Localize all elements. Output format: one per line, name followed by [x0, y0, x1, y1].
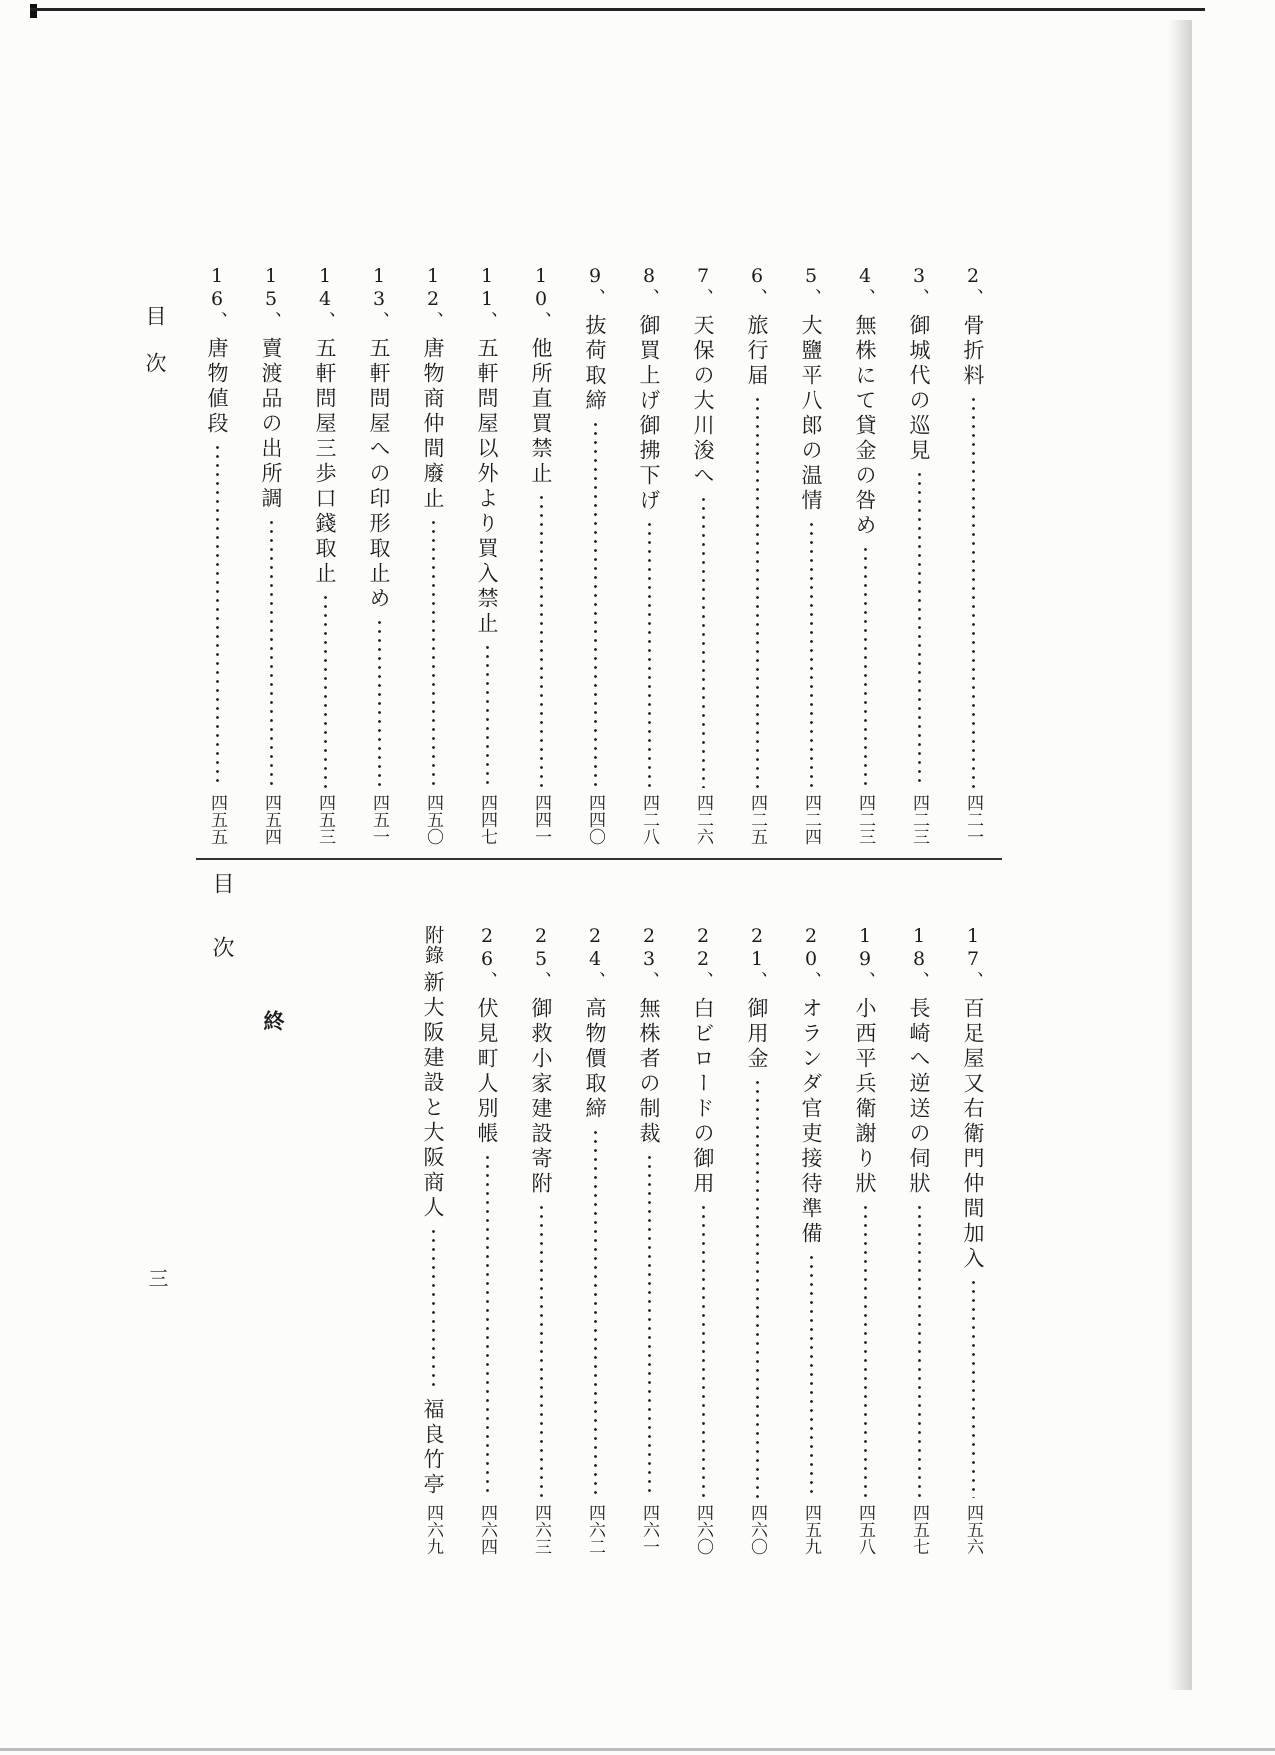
dot-leader — [270, 518, 273, 788]
scan-bottom-edge — [0, 1748, 1275, 1751]
entry-title: 賣渡品の出所調 — [259, 337, 283, 512]
entry-number: 25、 — [530, 925, 552, 991]
entry-number: 9、 — [584, 265, 606, 308]
entry-number: 17、 — [962, 925, 984, 991]
dot-leader — [540, 1203, 543, 1498]
page-folio: 三 — [145, 1268, 169, 1288]
toc-entry — [364, 265, 394, 845]
entry-number: 12、 — [422, 265, 444, 331]
toc-entry — [688, 925, 718, 1555]
dot-leader — [972, 1278, 975, 1498]
entry-page-number: 四四七 — [477, 794, 497, 845]
entry-title: 無株者の制裁 — [637, 997, 661, 1147]
entry-number: 6、 — [746, 265, 768, 308]
entry-page-number: 四二三 — [855, 794, 875, 845]
dot-leader — [756, 395, 759, 788]
entry-page-number: 四五一 — [369, 794, 389, 845]
toc-entry — [904, 265, 934, 845]
entry-page-number: 四五四 — [261, 794, 281, 845]
entry-number: 22、 — [692, 925, 714, 991]
scan-binding-shadow — [1168, 20, 1192, 1690]
entry-title: 伏見町人別帳 — [475, 997, 499, 1147]
entry-number: 4、 — [854, 265, 876, 308]
entry-number: 26、 — [476, 925, 498, 991]
entry-title: 百足屋又右衛門仲間加入 — [961, 997, 985, 1272]
entry-author: 福良竹亭 — [421, 1398, 445, 1498]
entry-title: 御救小家建設寄附 — [529, 997, 553, 1197]
toc-entry — [526, 925, 556, 1555]
dot-leader — [216, 443, 219, 788]
entry-number: 10、 — [530, 265, 552, 331]
entry-page-number: 四六二 — [585, 1504, 605, 1555]
entry-title: 長崎へ逆送の伺狀 — [907, 997, 931, 1197]
dot-leader — [648, 520, 651, 788]
toc-entry — [742, 265, 772, 845]
entry-number: 5、 — [800, 265, 822, 308]
entry-page-number: 四五六 — [963, 1504, 983, 1555]
dot-leader — [324, 593, 327, 788]
entry-number: 18、 — [908, 925, 930, 991]
entry-page-number: 四二五 — [747, 794, 767, 845]
entry-page-number: 四四一 — [531, 794, 551, 845]
entry-page-number: 四六九 — [423, 1504, 443, 1555]
scan-top-edge — [30, 8, 1205, 11]
entry-page-number: 四六〇 — [747, 1504, 767, 1555]
dot-leader — [594, 420, 597, 788]
toc-entry — [850, 925, 880, 1555]
dot-leader — [756, 1078, 759, 1498]
toc-entry — [418, 265, 448, 845]
entry-page-number: 四二八 — [639, 794, 659, 845]
entry-title: 御城代の巡見 — [907, 314, 931, 464]
entry-page-number: 四二四 — [801, 794, 821, 845]
toc-entry — [796, 925, 826, 1555]
entry-title: 旅行届 — [745, 314, 769, 389]
toc-entry — [796, 265, 826, 845]
entry-page-number: 四六一 — [639, 1504, 659, 1555]
end-mark-suffix: 終 — [261, 1010, 286, 1031]
entry-number: 21、 — [746, 925, 768, 991]
entry-page-number: 四五九 — [801, 1504, 821, 1555]
entry-number: 20、 — [800, 925, 822, 991]
entry-title: 御買上げ御拂下げ — [637, 314, 661, 514]
toc-entry — [850, 265, 880, 845]
toc-entry — [958, 265, 988, 845]
entry-number: 23、 — [638, 925, 660, 991]
toc-top-section — [200, 265, 1020, 845]
toc-bottom-section — [200, 925, 1020, 1555]
entry-number: 13、 — [368, 265, 390, 331]
running-head: 目次 — [143, 305, 167, 399]
entry-title: 五軒問屋への印形取止め — [367, 337, 391, 612]
entry-page-number: 四五五 — [207, 794, 227, 845]
dot-leader — [432, 1227, 435, 1392]
dot-leader — [378, 618, 381, 788]
entry-number: 11、 — [476, 265, 498, 331]
dot-leader — [864, 545, 867, 788]
toc-entry — [904, 925, 934, 1555]
entry-page-number: 四二三 — [909, 794, 929, 845]
entry-number: 16、 — [206, 265, 228, 331]
toc-entry — [580, 265, 610, 845]
dot-leader — [486, 1153, 489, 1498]
entry-page-number: 四五八 — [855, 1504, 875, 1555]
dot-leader — [918, 470, 921, 788]
entry-title: 白ビロードの御用 — [691, 997, 715, 1197]
entry-page-number: 四五七 — [909, 1504, 929, 1555]
toc-entry — [634, 265, 664, 845]
entry-number: 14、 — [314, 265, 336, 331]
end-mark-label: 目次 — [209, 872, 234, 1000]
entry-page-number: 四五三 — [315, 794, 335, 845]
dot-leader — [648, 1153, 651, 1498]
entry-title: 御用金 — [745, 997, 769, 1072]
entry-number: 3、 — [908, 265, 930, 308]
toc-entry — [688, 265, 718, 845]
toc-entry — [958, 925, 988, 1555]
entry-title: 唐物値段 — [205, 337, 229, 437]
toc-entry — [634, 925, 664, 1555]
dot-leader — [972, 395, 975, 788]
entry-number: 2、 — [962, 265, 984, 308]
dot-leader — [702, 495, 705, 788]
toc-entry — [742, 925, 772, 1555]
entry-title: 新大阪建設と大阪商人 — [421, 971, 445, 1221]
entry-page-number: 四六〇 — [693, 1504, 713, 1555]
toc-entry — [310, 265, 340, 845]
entry-title: 高物價取締 — [583, 997, 607, 1122]
dot-leader — [810, 1253, 813, 1498]
entry-title: 小西平兵衛謝り狀 — [853, 997, 877, 1197]
entry-page-number: 四六四 — [477, 1504, 497, 1555]
entry-title: 抜荷取締 — [583, 314, 607, 414]
dot-leader — [918, 1203, 921, 1498]
dot-leader — [864, 1203, 867, 1498]
entry-title: 他所直買禁止 — [529, 337, 553, 487]
entry-title: 五軒問屋以外より買入禁止 — [475, 337, 499, 637]
toc-entry — [526, 265, 556, 845]
entry-number: 7、 — [692, 265, 714, 308]
entry-number: 附錄 — [422, 925, 444, 965]
toc-entry — [202, 265, 232, 845]
entry-title: 無株にて貸金の咎め — [853, 314, 877, 539]
dot-leader — [540, 493, 543, 788]
entry-number: 15、 — [260, 265, 282, 331]
entry-page-number: 四二六 — [693, 794, 713, 845]
toc-entry-appendix — [418, 925, 448, 1555]
entry-page-number: 四五〇 — [423, 794, 443, 845]
entry-number: 24、 — [584, 925, 606, 991]
dot-leader — [702, 1203, 705, 1498]
dot-leader — [432, 518, 435, 788]
toc-entry — [472, 265, 502, 845]
entry-page-number: 四二一 — [963, 794, 983, 845]
dot-leader — [810, 520, 813, 788]
entry-title: 大鹽平八郎の温情 — [799, 314, 823, 514]
entry-title: オランダ官吏接待準備 — [799, 997, 823, 1247]
dot-leader — [594, 1128, 597, 1498]
entry-number: 19、 — [854, 925, 876, 991]
dot-leader — [486, 643, 489, 788]
entry-number: 8、 — [638, 265, 660, 308]
toc-entry — [580, 925, 610, 1555]
entry-title: 骨折料 — [961, 314, 985, 389]
toc-entry — [472, 925, 502, 1555]
entry-title: 五軒問屋三歩口錢取止 — [313, 337, 337, 587]
scan-corner-mark — [30, 4, 37, 18]
entry-title: 唐物商仲間廢止 — [421, 337, 445, 512]
entry-page-number: 四六三 — [531, 1504, 551, 1555]
entry-page-number: 四四〇 — [585, 794, 605, 845]
section-divider-rule — [196, 858, 1002, 860]
entry-title: 天保の大川浚へ — [691, 314, 715, 489]
toc-entry — [256, 265, 286, 845]
